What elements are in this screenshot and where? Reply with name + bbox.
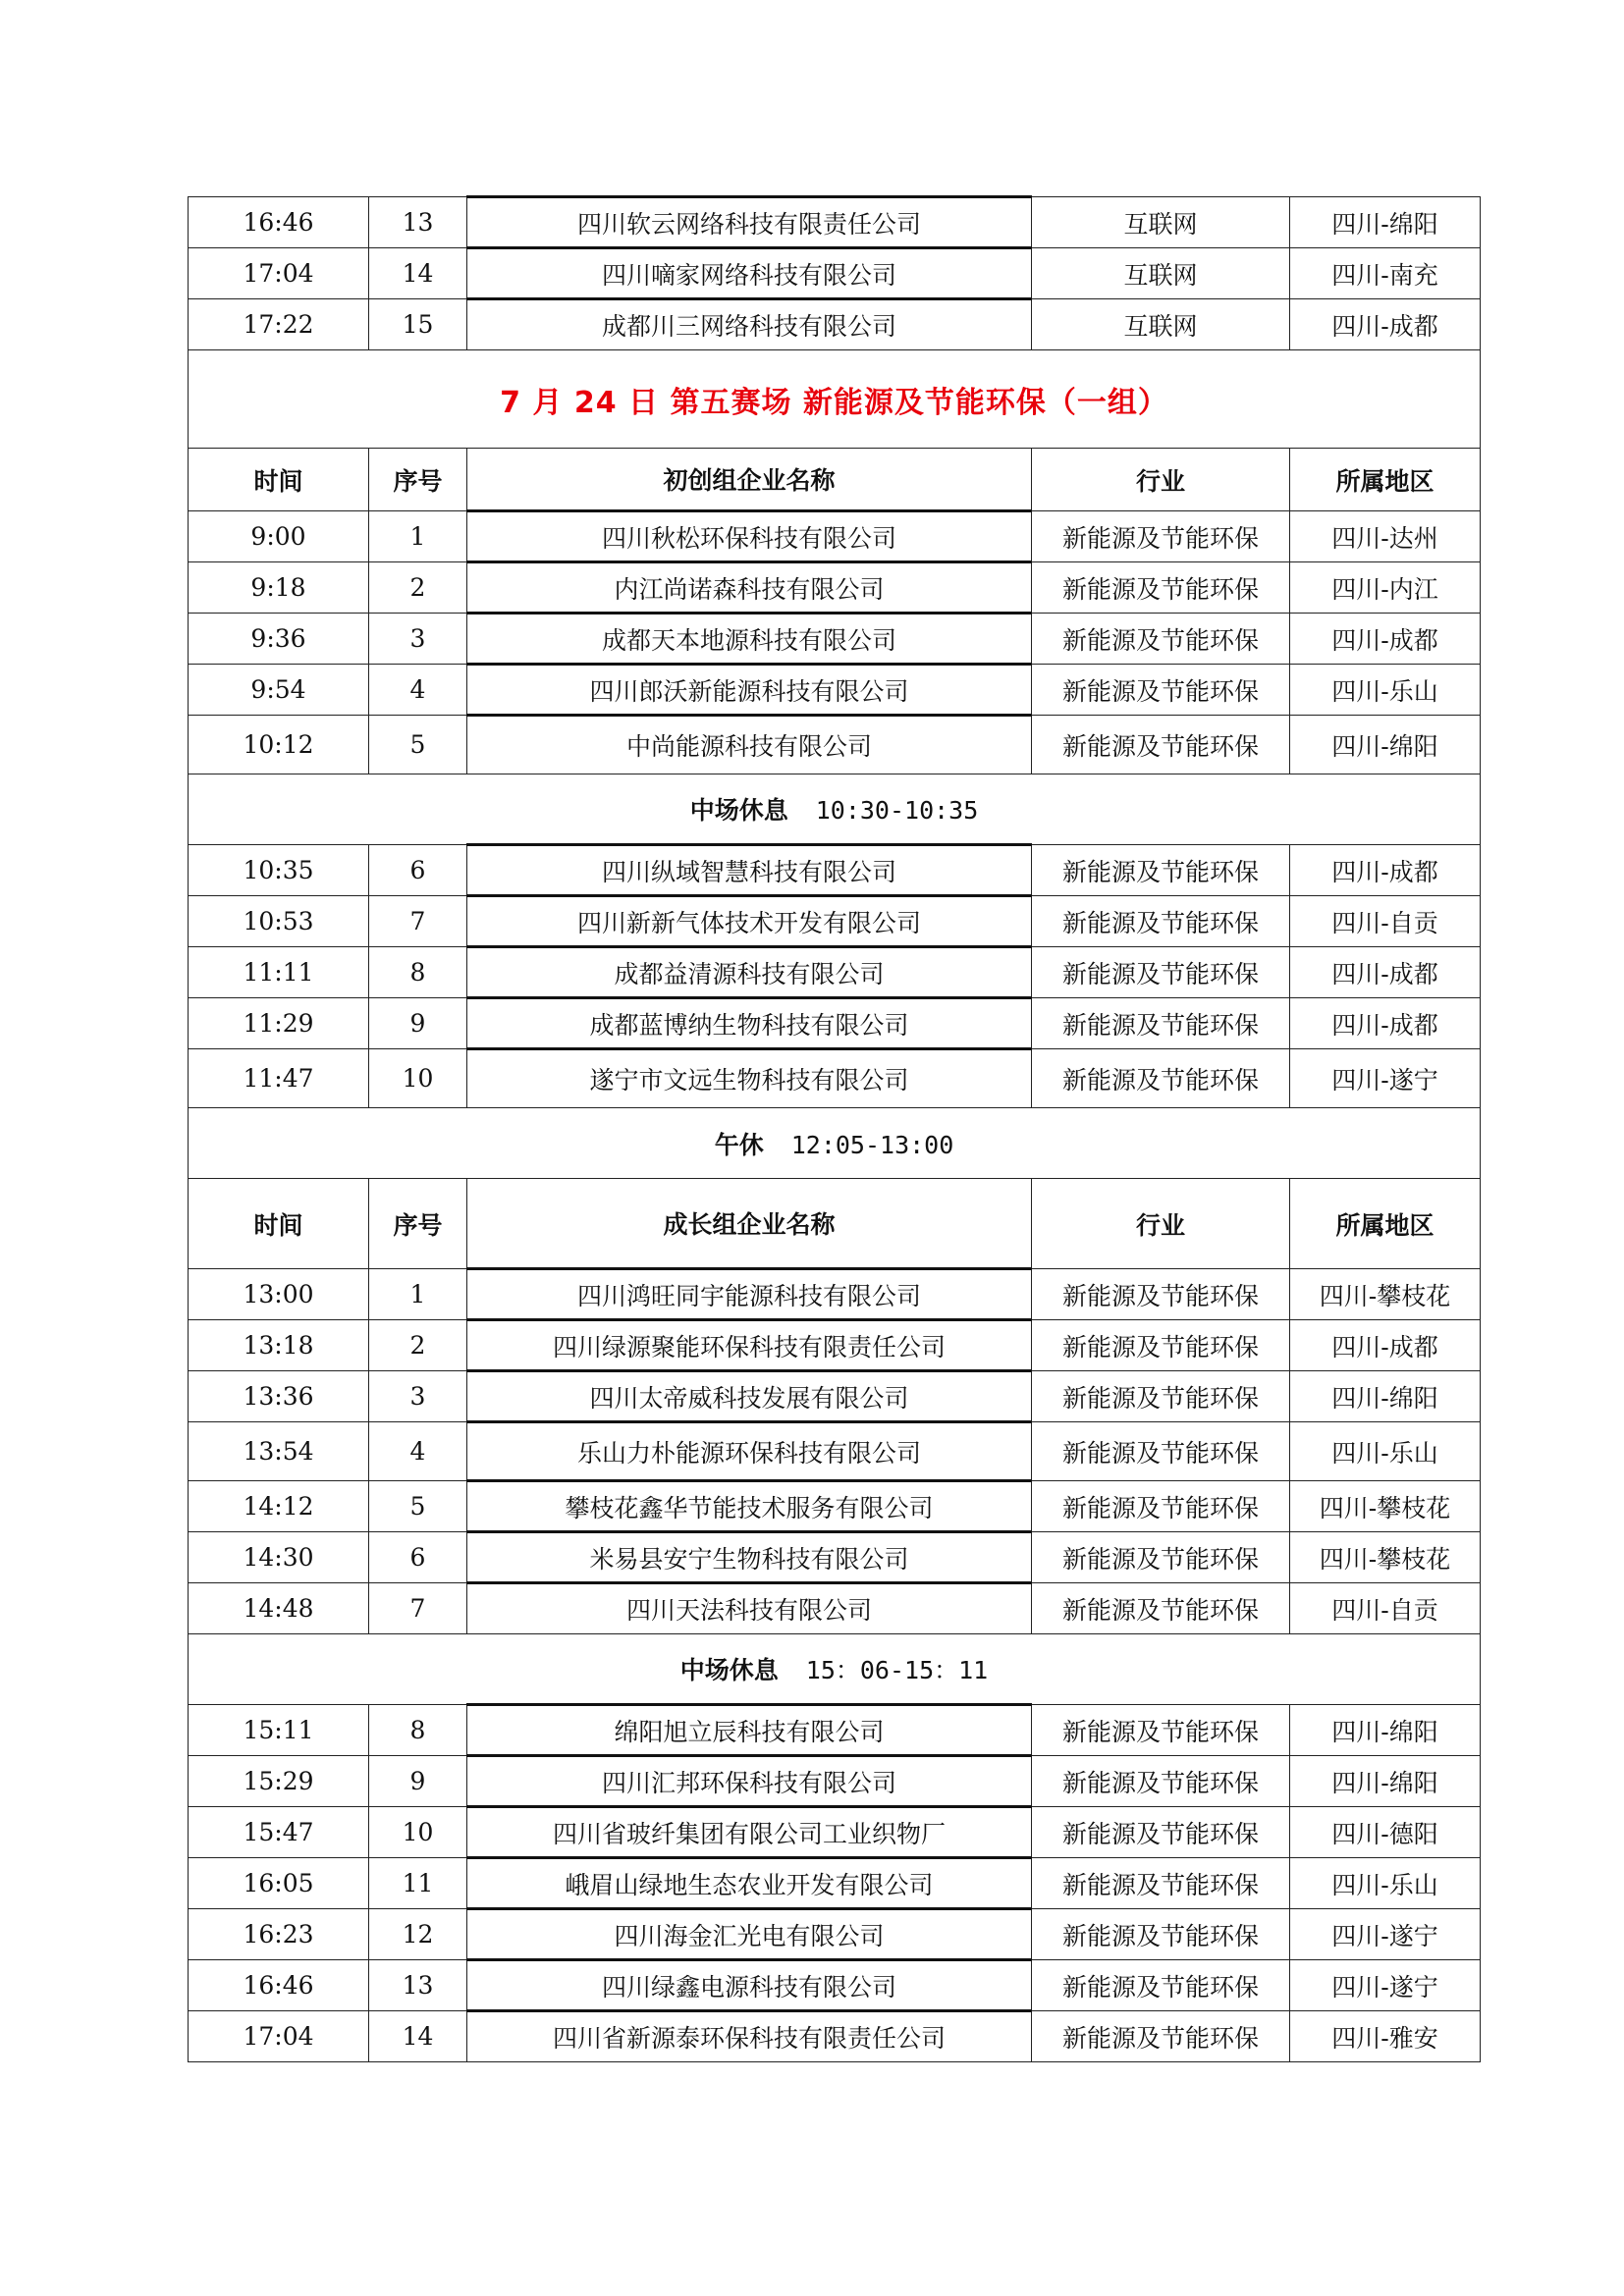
lunch-break-label: 午休 xyxy=(714,1130,764,1159)
header-time: 时间 xyxy=(189,449,369,511)
industry-cell: 新能源及节能环保 xyxy=(1032,1909,1290,1960)
region-cell: 四川-乐山 xyxy=(1290,1858,1481,1909)
company-name-cell: 四川省新源泰环保科技有限责任公司 xyxy=(467,2011,1032,2062)
company-name-cell: 四川郎沃新能源科技有限公司 xyxy=(467,665,1032,716)
table-row xyxy=(189,1909,1481,1960)
time-cell: 17:04 xyxy=(189,2011,369,2062)
region-cell: 四川-成都 xyxy=(1290,299,1481,350)
lunch-break xyxy=(189,1108,1481,1179)
company-name-cell: 中尚能源科技有限公司 xyxy=(467,716,1032,774)
table-row xyxy=(189,562,1481,614)
table-row xyxy=(189,1807,1481,1858)
company-name-cell: 四川软云网络科技有限责任公司 xyxy=(467,197,1032,248)
industry-cell: 新能源及节能环保 xyxy=(1032,716,1290,774)
company-name-cell: 成都益清源科技有限公司 xyxy=(467,947,1032,998)
industry-cell: 新能源及节能环保 xyxy=(1032,1705,1290,1756)
afternoon-break-label: 中场休息 xyxy=(679,1656,779,1684)
table-row xyxy=(189,896,1481,947)
number-cell: 1 xyxy=(369,511,467,562)
region-cell: 四川-成都 xyxy=(1290,1320,1481,1371)
region-cell: 四川-德阳 xyxy=(1290,1807,1481,1858)
header-number: 序号 xyxy=(369,1179,467,1269)
table-row xyxy=(189,1320,1481,1371)
table-row xyxy=(189,1756,1481,1807)
number-cell: 6 xyxy=(369,1532,467,1583)
industry-cell: 新能源及节能环保 xyxy=(1032,562,1290,614)
table-row xyxy=(189,614,1481,665)
time-cell: 13:00 xyxy=(189,1269,369,1320)
industry-cell: 互联网 xyxy=(1032,248,1290,299)
table-row xyxy=(189,197,1481,248)
session-title: 7 月 24 日 第五赛场 新能源及节能环保（一组） xyxy=(189,350,1481,449)
region-cell: 四川-内江 xyxy=(1290,562,1481,614)
column-header-row xyxy=(189,449,1481,511)
number-cell: 1 xyxy=(369,1269,467,1320)
table-row xyxy=(189,716,1481,774)
header-time: 时间 xyxy=(189,1179,369,1269)
region-cell: 四川-攀枝花 xyxy=(1290,1269,1481,1320)
region-cell: 四川-绵阳 xyxy=(1290,197,1481,248)
table-row xyxy=(189,947,1481,998)
table-row xyxy=(189,845,1481,896)
company-name-cell: 四川新新气体技术开发有限公司 xyxy=(467,896,1032,947)
industry-cell: 新能源及节能环保 xyxy=(1032,1858,1290,1909)
number-cell: 5 xyxy=(369,1481,467,1532)
number-cell: 3 xyxy=(369,614,467,665)
region-cell: 四川-遂宁 xyxy=(1290,1909,1481,1960)
number-cell: 9 xyxy=(369,1756,467,1807)
time-cell: 16:05 xyxy=(189,1858,369,1909)
header-region: 所属地区 xyxy=(1290,449,1481,511)
time-cell: 10:12 xyxy=(189,716,369,774)
industry-cell: 新能源及节能环保 xyxy=(1032,665,1290,716)
company-name-cell: 四川天法科技有限公司 xyxy=(467,1583,1032,1634)
industry-cell: 新能源及节能环保 xyxy=(1032,1583,1290,1634)
table-row xyxy=(189,1481,1481,1532)
time-cell: 10:35 xyxy=(189,845,369,896)
region-cell: 四川-绵阳 xyxy=(1290,1371,1481,1422)
time-cell: 11:29 xyxy=(189,998,369,1049)
table-row xyxy=(189,1960,1481,2011)
header-number: 序号 xyxy=(369,449,467,511)
industry-cell: 新能源及节能环保 xyxy=(1032,1422,1290,1481)
table-row xyxy=(189,998,1481,1049)
industry-cell: 新能源及节能环保 xyxy=(1032,1371,1290,1422)
region-cell: 四川-乐山 xyxy=(1290,1422,1481,1481)
industry-cell: 新能源及节能环保 xyxy=(1032,1807,1290,1858)
table-row xyxy=(189,511,1481,562)
header-region: 所属地区 xyxy=(1290,1179,1481,1269)
number-cell: 12 xyxy=(369,1909,467,1960)
schedule-body xyxy=(189,197,1481,2062)
time-cell: 14:30 xyxy=(189,1532,369,1583)
number-cell: 9 xyxy=(369,998,467,1049)
company-name-cell: 绵阳旭立辰科技有限公司 xyxy=(467,1705,1032,1756)
afternoon-break xyxy=(189,1634,1481,1705)
lunch-break-time: 12:05-13:00 xyxy=(790,1130,954,1159)
time-cell: 9:18 xyxy=(189,562,369,614)
midway-break-time: 10:30-10:35 xyxy=(815,796,979,825)
time-cell: 15:47 xyxy=(189,1807,369,1858)
company-name-cell: 四川省玻纤集团有限公司工业织物厂 xyxy=(467,1807,1032,1858)
company-name-cell: 成都天本地源科技有限公司 xyxy=(467,614,1032,665)
region-cell: 四川-乐山 xyxy=(1290,665,1481,716)
company-name-cell: 四川鸿旺同宇能源科技有限公司 xyxy=(467,1269,1032,1320)
time-cell: 13:18 xyxy=(189,1320,369,1371)
company-name-cell: 四川嘀家网络科技有限公司 xyxy=(467,248,1032,299)
afternoon-break-row xyxy=(189,1634,1481,1705)
number-cell: 15 xyxy=(369,299,467,350)
company-name-cell: 内江尚诺森科技有限公司 xyxy=(467,562,1032,614)
number-cell: 7 xyxy=(369,896,467,947)
company-name-cell: 成都川三网络科技有限公司 xyxy=(467,299,1032,350)
time-cell: 9:54 xyxy=(189,665,369,716)
region-cell: 四川-遂宁 xyxy=(1290,1049,1481,1108)
industry-cell: 新能源及节能环保 xyxy=(1032,2011,1290,2062)
number-cell: 2 xyxy=(369,1320,467,1371)
header-industry: 行业 xyxy=(1032,449,1290,511)
time-cell: 14:48 xyxy=(189,1583,369,1634)
table-row xyxy=(189,1422,1481,1481)
time-cell: 10:53 xyxy=(189,896,369,947)
industry-cell: 新能源及节能环保 xyxy=(1032,896,1290,947)
industry-cell: 新能源及节能环保 xyxy=(1032,1756,1290,1807)
number-cell: 13 xyxy=(369,197,467,248)
number-cell: 2 xyxy=(369,562,467,614)
region-cell: 四川-自贡 xyxy=(1290,1583,1481,1634)
industry-cell: 新能源及节能环保 xyxy=(1032,1049,1290,1108)
industry-cell: 新能源及节能环保 xyxy=(1032,614,1290,665)
industry-cell: 新能源及节能环保 xyxy=(1032,845,1290,896)
company-name-cell: 乐山力朴能源环保科技有限公司 xyxy=(467,1422,1032,1481)
industry-cell: 新能源及节能环保 xyxy=(1032,1269,1290,1320)
number-cell: 4 xyxy=(369,1422,467,1481)
header-industry: 行业 xyxy=(1032,1179,1290,1269)
time-cell: 17:04 xyxy=(189,248,369,299)
company-name-cell: 遂宁市文远生物科技有限公司 xyxy=(467,1049,1032,1108)
company-name-cell: 四川秋松环保科技有限公司 xyxy=(467,511,1032,562)
lunch-break-row xyxy=(189,1108,1481,1179)
company-name-cell: 四川纵域智慧科技有限公司 xyxy=(467,845,1032,896)
time-cell: 16:46 xyxy=(189,1960,369,2011)
number-cell: 13 xyxy=(369,1960,467,2011)
industry-cell: 互联网 xyxy=(1032,197,1290,248)
midway-break xyxy=(189,774,1481,845)
table-row xyxy=(189,1049,1481,1108)
number-cell: 8 xyxy=(369,947,467,998)
time-cell: 16:46 xyxy=(189,197,369,248)
session-title-row xyxy=(189,350,1481,449)
time-cell: 9:00 xyxy=(189,511,369,562)
table-row xyxy=(189,1583,1481,1634)
industry-cell: 新能源及节能环保 xyxy=(1032,1320,1290,1371)
company-name-cell: 四川汇邦环保科技有限公司 xyxy=(467,1756,1032,1807)
company-name-cell: 成都蓝博纳生物科技有限公司 xyxy=(467,998,1032,1049)
region-cell: 四川-攀枝花 xyxy=(1290,1532,1481,1583)
industry-cell: 新能源及节能环保 xyxy=(1032,1532,1290,1583)
region-cell: 四川-雅安 xyxy=(1290,2011,1481,2062)
header-company-name: 成长组企业名称 xyxy=(467,1179,1032,1269)
number-cell: 4 xyxy=(369,665,467,716)
company-name-cell: 米易县安宁生物科技有限公司 xyxy=(467,1532,1032,1583)
region-cell: 四川-成都 xyxy=(1290,845,1481,896)
table-row xyxy=(189,1705,1481,1756)
time-cell: 15:29 xyxy=(189,1756,369,1807)
table-row xyxy=(189,1371,1481,1422)
region-cell: 四川-成都 xyxy=(1290,614,1481,665)
time-cell: 13:54 xyxy=(189,1422,369,1481)
table-row xyxy=(189,1858,1481,1909)
number-cell: 5 xyxy=(369,716,467,774)
time-cell: 11:11 xyxy=(189,947,369,998)
region-cell: 四川-遂宁 xyxy=(1290,1960,1481,2011)
midway-break-label: 中场休息 xyxy=(689,796,788,825)
table-row xyxy=(189,665,1481,716)
region-cell: 四川-南充 xyxy=(1290,248,1481,299)
company-name-cell: 攀枝花鑫华节能技术服务有限公司 xyxy=(467,1481,1032,1532)
number-cell: 14 xyxy=(369,2011,467,2062)
table-row xyxy=(189,248,1481,299)
table-row xyxy=(189,2011,1481,2062)
time-cell: 17:22 xyxy=(189,299,369,350)
company-name-cell: 峨眉山绿地生态农业开发有限公司 xyxy=(467,1858,1032,1909)
number-cell: 10 xyxy=(369,1049,467,1108)
time-cell: 11:47 xyxy=(189,1049,369,1108)
industry-cell: 新能源及节能环保 xyxy=(1032,511,1290,562)
industry-cell: 新能源及节能环保 xyxy=(1032,1481,1290,1532)
time-cell: 14:12 xyxy=(189,1481,369,1532)
number-cell: 10 xyxy=(369,1807,467,1858)
industry-cell: 新能源及节能环保 xyxy=(1032,998,1290,1049)
region-cell: 四川-绵阳 xyxy=(1290,1705,1481,1756)
number-cell: 8 xyxy=(369,1705,467,1756)
region-cell: 四川-绵阳 xyxy=(1290,1756,1481,1807)
table-row xyxy=(189,1532,1481,1583)
midway-break-row xyxy=(189,774,1481,845)
time-cell: 9:36 xyxy=(189,614,369,665)
company-name-cell: 四川绿源聚能环保科技有限责任公司 xyxy=(467,1320,1032,1371)
region-cell: 四川-成都 xyxy=(1290,947,1481,998)
table-row xyxy=(189,299,1481,350)
company-name-cell: 四川绿鑫电源科技有限公司 xyxy=(467,1960,1032,2011)
number-cell: 7 xyxy=(369,1583,467,1634)
time-cell: 13:36 xyxy=(189,1371,369,1422)
region-cell: 四川-绵阳 xyxy=(1290,716,1481,774)
company-name-cell: 四川海金汇光电有限公司 xyxy=(467,1909,1032,1960)
time-cell: 16:23 xyxy=(189,1909,369,1960)
region-cell: 四川-成都 xyxy=(1290,998,1481,1049)
number-cell: 3 xyxy=(369,1371,467,1422)
region-cell: 四川-自贡 xyxy=(1290,896,1481,947)
number-cell: 6 xyxy=(369,845,467,896)
company-name-cell: 四川太帝威科技发展有限公司 xyxy=(467,1371,1032,1422)
industry-cell: 新能源及节能环保 xyxy=(1032,947,1290,998)
industry-cell: 互联网 xyxy=(1032,299,1290,350)
number-cell: 14 xyxy=(369,248,467,299)
table-row xyxy=(189,1269,1481,1320)
number-cell: 11 xyxy=(369,1858,467,1909)
afternoon-break-time: 15：06-15：11 xyxy=(805,1656,989,1684)
region-cell: 四川-达州 xyxy=(1290,511,1481,562)
header-company-name: 初创组企业名称 xyxy=(467,449,1032,511)
region-cell: 四川-攀枝花 xyxy=(1290,1481,1481,1532)
industry-cell: 新能源及节能环保 xyxy=(1032,1960,1290,2011)
column-header-row xyxy=(189,1179,1481,1269)
schedule-table xyxy=(188,195,1481,2062)
time-cell: 15:11 xyxy=(189,1705,369,1756)
